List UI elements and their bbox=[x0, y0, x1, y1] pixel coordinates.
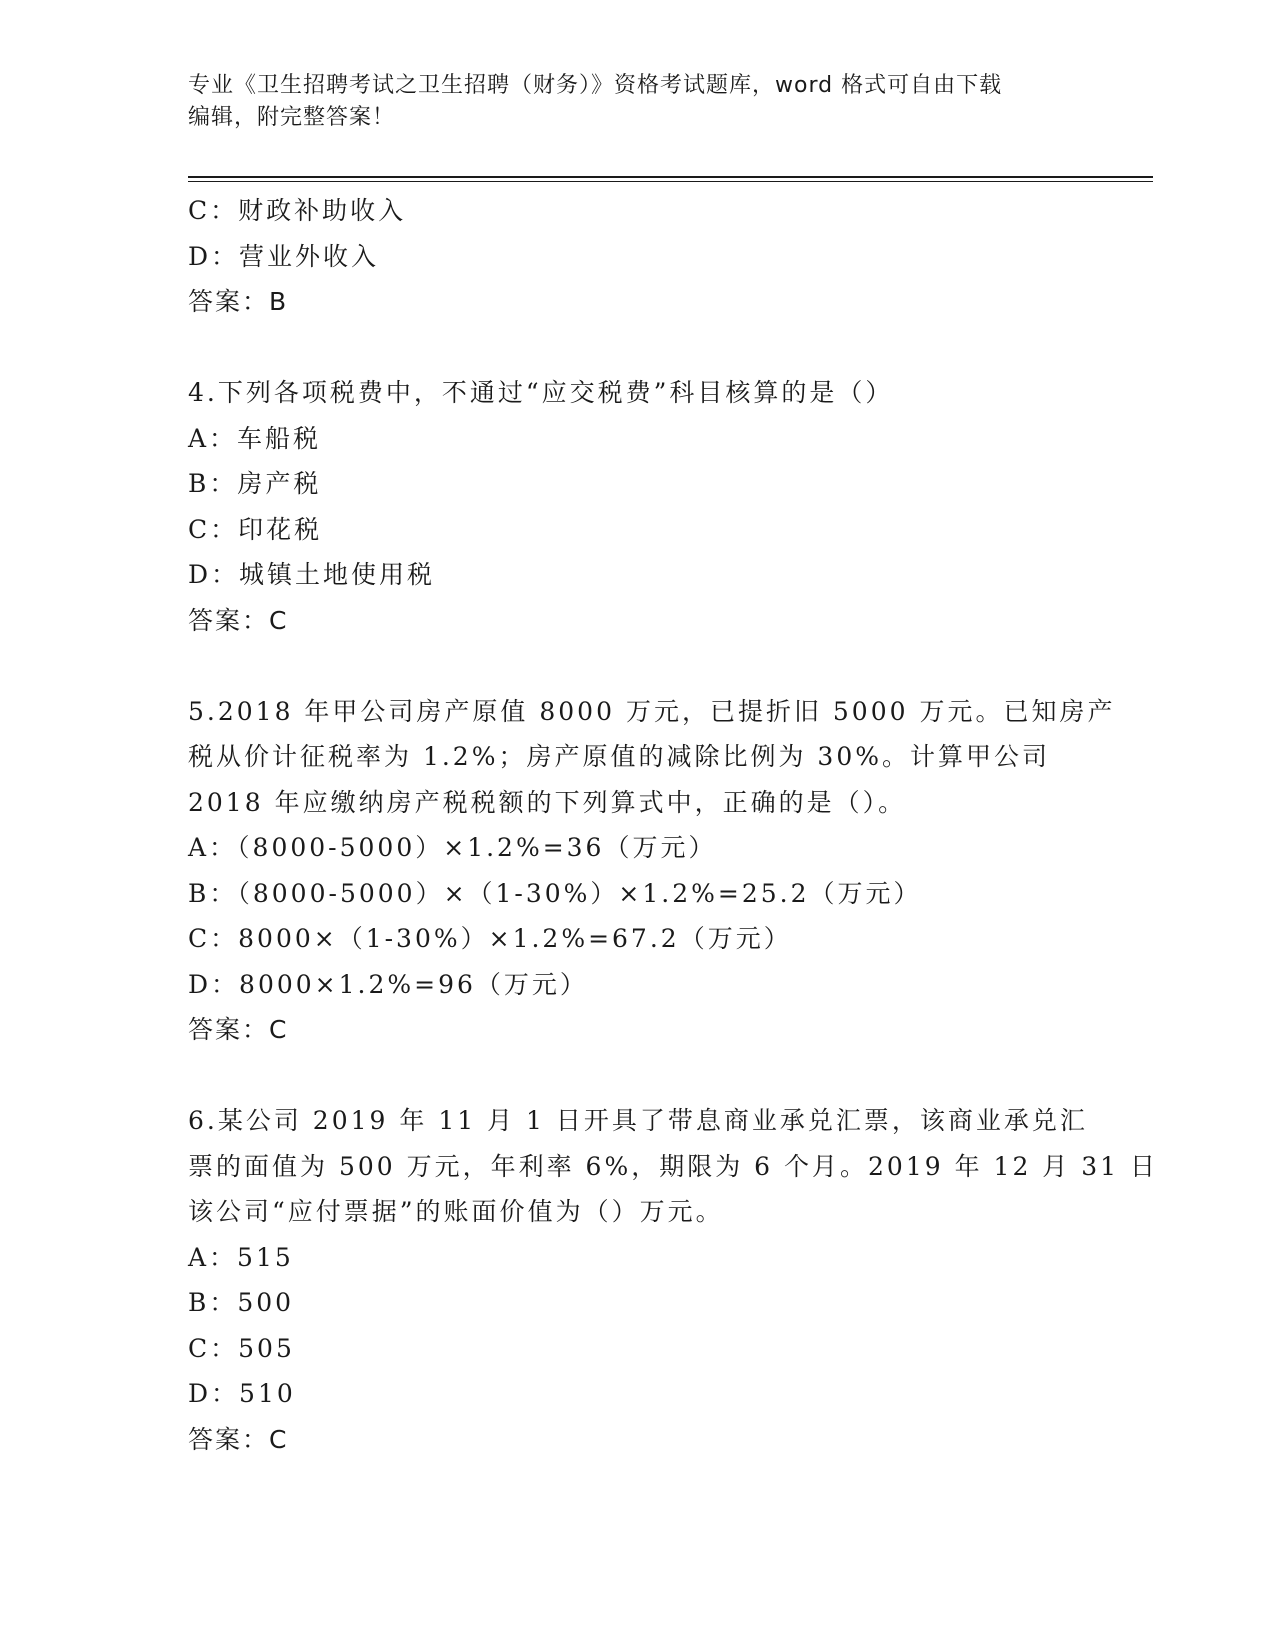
question-stem-line-3: 该公司“应付票据”的账面价值为（）万元。 bbox=[188, 1197, 724, 1226]
option-c: C：8000×（1-30%）×1.2%=67.2（万元） bbox=[188, 924, 792, 953]
question-stem-line-1: 5.2018 年甲公司房产原值 8000 万元，已提折旧 5000 万元。已知房产 bbox=[188, 696, 1116, 726]
answer: 答案：C bbox=[188, 1015, 289, 1044]
spacer bbox=[188, 325, 1068, 371]
option-a: A：车船税 bbox=[188, 423, 322, 453]
question-stem-line-2: 税从价计征税率为 1.2%；房产原值的减除比例为 30%。计算甲公司 bbox=[188, 742, 1050, 771]
header-line-1: 专业《卫生招聘考试之卫生招聘（财务）》资格考试题库，word 格式可自由下载 bbox=[188, 73, 1003, 98]
answer: 答案：B bbox=[188, 287, 289, 316]
answer: 答案：C bbox=[188, 605, 289, 635]
option-b: B：房产税 bbox=[188, 469, 322, 498]
spacer bbox=[188, 643, 1068, 689]
header-divider-thick bbox=[188, 176, 1153, 178]
question-6 bbox=[188, 1098, 1158, 1462]
question-4 bbox=[188, 370, 1068, 643]
header-line-2: 编辑，附完整答案！ bbox=[188, 105, 396, 130]
question-stem-line-3: 2018 年应缴纳房产税税额的下列算式中，正确的是（）。 bbox=[188, 787, 907, 817]
option-c: C：505 bbox=[188, 1333, 295, 1363]
document-header bbox=[188, 70, 1068, 134]
spacer bbox=[188, 1053, 1068, 1099]
question-stem: 4.下列各项税费中，不通过“应交税费”科目核算的是（） bbox=[188, 378, 894, 407]
question-stem-line-1: 6.某公司 2019 年 11 月 1 日开具了带息商业承兑汇票，该商业承兑汇 bbox=[188, 1106, 1088, 1135]
option-b: B：500 bbox=[188, 1288, 295, 1317]
option-d: D：营业外收入 bbox=[188, 241, 380, 271]
option-d: D：城镇土地使用税 bbox=[188, 560, 436, 589]
question-3-tail bbox=[188, 188, 1068, 325]
option-d: D：510 bbox=[188, 1379, 296, 1408]
question-stem-line-2: 票的面值为 500 万元，年利率 6%，期限为 6 个月。2019 年 12 月 31 日 bbox=[188, 1151, 1158, 1181]
option-c: C：印花税 bbox=[188, 514, 323, 544]
option-d: D：8000×1.2%=96（万元） bbox=[188, 969, 588, 999]
header-divider-thin bbox=[188, 181, 1153, 182]
option-a: A：515 bbox=[188, 1242, 294, 1272]
option-c: C：财政补助收入 bbox=[188, 196, 407, 225]
answer: 答案：C bbox=[188, 1424, 289, 1454]
question-5 bbox=[188, 689, 1116, 1053]
option-a: A：（8000-5000）×1.2%=36（万元） bbox=[188, 833, 717, 862]
option-b: B：（8000-5000）×（1-30%）×1.2%=25.2（万元） bbox=[188, 878, 922, 908]
question-list bbox=[188, 188, 1158, 1462]
